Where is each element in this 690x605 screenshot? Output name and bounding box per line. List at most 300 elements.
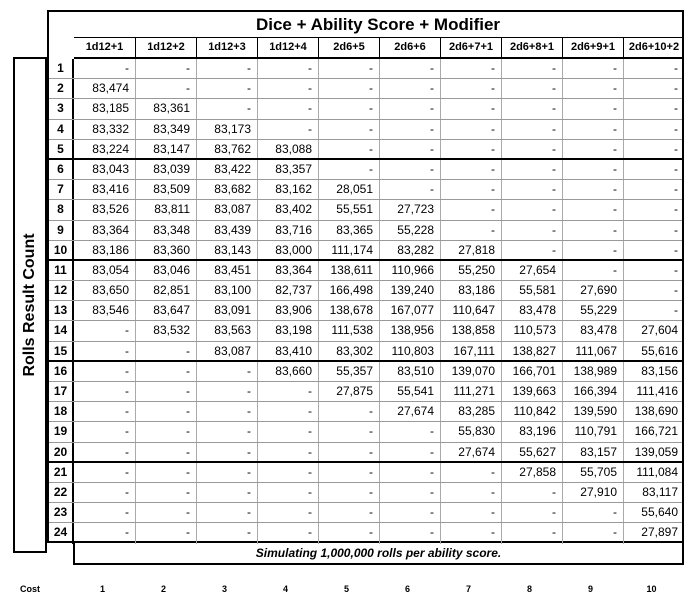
- table-cell: -: [379, 422, 440, 441]
- table-cell: 27,690: [562, 281, 623, 300]
- table-cell: 83,416: [92, 182, 129, 197]
- table-cell: -: [135, 79, 196, 98]
- table-cell: 83,422: [196, 160, 257, 179]
- table-cell: -: [318, 59, 379, 78]
- table-cell: 83,224: [92, 141, 129, 156]
- table-cell: 138,989: [562, 362, 623, 381]
- table-cell: 83,332: [92, 121, 129, 136]
- table-cell: -: [196, 523, 257, 543]
- table-row: [49, 99, 682, 119]
- table-cell: -: [135, 503, 196, 522]
- table-cell: -: [125, 384, 129, 398]
- table-row: [49, 443, 682, 463]
- row-label: 2: [49, 79, 74, 98]
- table-cell: 83,647: [135, 301, 196, 320]
- row-label: 19: [49, 422, 74, 441]
- cost-value: 7: [465, 584, 471, 594]
- table-cell: 83,000: [257, 241, 318, 259]
- row-label: 12: [49, 281, 74, 300]
- table-cell: 83,046: [135, 261, 196, 280]
- table-cell: 167,077: [379, 301, 440, 320]
- table-cell: -: [379, 483, 440, 502]
- table-row: [49, 523, 682, 543]
- table-row: [49, 422, 682, 442]
- table-cell: 139,059: [623, 443, 684, 461]
- table-cell: 83,186: [92, 242, 129, 257]
- table-cell: 111,416: [623, 382, 684, 401]
- table-cell: 27,910: [562, 483, 623, 502]
- table-row: [49, 140, 682, 160]
- table-cell: -: [562, 221, 623, 240]
- table-cell: -: [440, 503, 501, 522]
- table-cell: -: [257, 120, 318, 139]
- cost-value: 2: [160, 584, 166, 594]
- table-row: [49, 281, 682, 301]
- table-row: [49, 402, 682, 422]
- table-cell: 83,302: [318, 342, 379, 360]
- table-cell: 111,271: [440, 382, 501, 401]
- table-cell: -: [501, 120, 562, 139]
- table-cell: -: [562, 79, 623, 98]
- table-cell: -: [196, 79, 257, 98]
- table-row: [49, 382, 682, 402]
- table-cell: -: [257, 443, 318, 461]
- table-cell: 166,701: [501, 362, 562, 381]
- table-cell: 83,039: [135, 160, 196, 179]
- table-row: [49, 301, 682, 321]
- table-cell: -: [440, 79, 501, 98]
- table-cell: -: [623, 99, 684, 118]
- table-cell: 27,723: [379, 200, 440, 219]
- table-cell: -: [318, 523, 379, 543]
- table-row: [49, 120, 682, 140]
- table-cell: -: [318, 402, 379, 421]
- table-cell: 83,365: [318, 221, 379, 240]
- table-cell: 83,349: [135, 120, 196, 139]
- table-cell: -: [135, 342, 196, 360]
- table-cell: 83,054: [92, 262, 129, 277]
- table-cell: 83,361: [135, 99, 196, 118]
- row-label: 10: [49, 241, 74, 259]
- row-label: 13: [49, 301, 74, 320]
- table-cell: -: [257, 483, 318, 502]
- table-cell: 139,590: [562, 402, 623, 421]
- results-sheet: [13, 10, 684, 565]
- table-cell: -: [196, 463, 257, 482]
- table-cell: 83,451: [196, 261, 257, 280]
- table-cell: 55,250: [440, 261, 501, 280]
- table-cell: 83,100: [196, 281, 257, 300]
- table-row: [49, 160, 682, 180]
- table-cell: 83,348: [135, 221, 196, 240]
- table-cell: 83,546: [92, 303, 129, 318]
- table-cell: 138,956: [379, 321, 440, 340]
- table-cell: -: [501, 523, 562, 543]
- table-cell: 83,563: [196, 321, 257, 340]
- cost-value: 8: [526, 584, 532, 594]
- table-cell: 83,285: [440, 402, 501, 421]
- row-label: 15: [49, 342, 74, 360]
- column-header: 2d6+8+1: [501, 38, 562, 57]
- cost-value: 9: [587, 584, 593, 594]
- table-cell: 110,647: [440, 301, 501, 320]
- table-cell: -: [257, 503, 318, 522]
- table-cell: -: [562, 241, 623, 259]
- column-header: 1d12+3: [196, 38, 257, 57]
- cost-row: [0, 584, 690, 600]
- table-cell: -: [318, 483, 379, 502]
- table-cell: 110,803: [379, 342, 440, 360]
- table-cell: -: [501, 241, 562, 259]
- table-cell: -: [135, 422, 196, 441]
- cost-value: 10: [646, 584, 657, 594]
- table-cell: -: [379, 503, 440, 522]
- table-cell: 55,616: [623, 342, 684, 360]
- table-cell: -: [379, 59, 440, 78]
- table-row: [49, 59, 682, 79]
- cost-value: 6: [404, 584, 410, 594]
- table-cell: 111,084: [623, 463, 684, 482]
- table-cell: -: [257, 382, 318, 401]
- row-label: 17: [49, 382, 74, 401]
- table-cell: 55,229: [562, 301, 623, 320]
- table-cell: 82,851: [135, 281, 196, 300]
- table-cell: 83,510: [379, 362, 440, 381]
- table-cell: -: [562, 180, 623, 199]
- table-cell: -: [440, 140, 501, 158]
- table-row: [49, 241, 682, 261]
- row-label: 1: [49, 59, 74, 78]
- row-label: 9: [49, 221, 74, 240]
- table-cell: -: [318, 79, 379, 98]
- table-cell: -: [623, 200, 684, 219]
- table-cell: 83,650: [92, 283, 129, 298]
- table-cell: 83,509: [135, 180, 196, 199]
- table-cell: -: [257, 463, 318, 482]
- table-cell: 83,143: [196, 241, 257, 259]
- table-cell: 83,402: [257, 200, 318, 219]
- table-cell: -: [135, 402, 196, 421]
- table-cell: -: [623, 79, 684, 98]
- column-header: 1d12+2: [135, 38, 196, 57]
- table-cell: 83,087: [196, 342, 257, 360]
- table-cell: 83,526: [92, 202, 129, 217]
- cost-value: 5: [343, 584, 349, 594]
- table-cell: 83,716: [257, 221, 318, 240]
- table-cell: -: [623, 281, 684, 300]
- table-cell: -: [257, 59, 318, 78]
- table-cell: 83,162: [257, 180, 318, 199]
- table-cell: -: [318, 99, 379, 118]
- cost-value: 1: [99, 584, 105, 594]
- table-cell: 138,690: [623, 402, 684, 421]
- row-label: 3: [49, 99, 74, 118]
- table-cell: -: [318, 463, 379, 482]
- table-cell: 55,705: [562, 463, 623, 482]
- table-cell: -: [135, 463, 196, 482]
- table-cell: 166,721: [623, 422, 684, 441]
- table-cell: 138,611: [318, 261, 379, 280]
- table-cell: 83,196: [501, 422, 562, 441]
- table-cell: -: [125, 343, 129, 358]
- table-row: [49, 79, 682, 99]
- table-cell: 27,654: [501, 261, 562, 280]
- table-cell: -: [257, 79, 318, 98]
- table-cell: -: [125, 363, 129, 378]
- table-cell: 166,394: [562, 382, 623, 401]
- table-cell: 55,228: [379, 221, 440, 240]
- table-cell: -: [196, 443, 257, 461]
- table-cell: 83,474: [92, 81, 129, 96]
- table-cell: -: [318, 120, 379, 139]
- table-cell: -: [623, 140, 684, 158]
- table-cell: -: [125, 464, 129, 479]
- table-cell: 110,842: [501, 402, 562, 421]
- table-cell: -: [318, 422, 379, 441]
- table-cell: -: [196, 402, 257, 421]
- table-row: [49, 342, 682, 362]
- table-row: [49, 483, 682, 503]
- table-cell: 139,663: [501, 382, 562, 401]
- table-cell: -: [125, 424, 129, 439]
- table-cell: -: [501, 79, 562, 98]
- table-cell: -: [125, 484, 129, 499]
- table-cell: 55,541: [379, 382, 440, 401]
- table-cell: 111,174: [318, 241, 379, 259]
- table-cell: -: [562, 261, 623, 280]
- table-cell: -: [501, 160, 562, 179]
- table-cell: 111,538: [318, 321, 379, 340]
- table-cell: -: [125, 404, 129, 419]
- row-label: 11: [49, 261, 74, 280]
- table-cell: 110,791: [562, 422, 623, 441]
- table-cell: 27,674: [379, 402, 440, 421]
- table-cell: -: [125, 61, 129, 75]
- table-cell: 83,173: [196, 120, 257, 139]
- table-cell: 83,091: [196, 301, 257, 320]
- table-cell: -: [562, 59, 623, 78]
- table-cell: -: [318, 160, 379, 179]
- table-cell: -: [379, 120, 440, 139]
- table-cell: 83,282: [379, 241, 440, 259]
- row-label: 21: [49, 463, 74, 482]
- table-cell: 166,498: [318, 281, 379, 300]
- table-cell: -: [501, 483, 562, 502]
- table-cell: 27,674: [440, 443, 501, 461]
- table-cell: 83,439: [196, 221, 257, 240]
- cost-label: Cost: [20, 584, 40, 594]
- table-cell: -: [440, 160, 501, 179]
- table-cell: -: [318, 140, 379, 158]
- table-cell: 55,357: [318, 362, 379, 381]
- table-cell: 138,678: [318, 301, 379, 320]
- table-cell: 28,051: [318, 180, 379, 199]
- column-header: 1d12+1: [85, 41, 124, 53]
- table-cell: 111,067: [562, 342, 623, 360]
- table-cell: -: [562, 120, 623, 139]
- table-row: [49, 503, 682, 523]
- table-cell: -: [623, 180, 684, 199]
- table-row: [49, 321, 682, 341]
- table-cell: 83,088: [257, 140, 318, 158]
- table-row: [49, 221, 682, 241]
- row-label: 6: [49, 160, 74, 179]
- table-cell: -: [379, 443, 440, 461]
- table-cell: -: [562, 523, 623, 543]
- table-cell: -: [125, 444, 129, 459]
- table-row: [49, 180, 682, 200]
- table-cell: -: [440, 180, 501, 199]
- table-cell: 83,087: [196, 200, 257, 219]
- table-cell: 167,111: [440, 342, 501, 360]
- table-cell: -: [562, 140, 623, 158]
- table-cell: -: [135, 443, 196, 461]
- table-cell: 27,897: [623, 523, 684, 543]
- table-cell: 83,117: [623, 483, 684, 502]
- table-cell: -: [501, 140, 562, 158]
- table-row: [49, 362, 682, 382]
- table-cell: 27,604: [623, 321, 684, 340]
- table-cell: -: [562, 160, 623, 179]
- table-cell: 83,762: [196, 140, 257, 158]
- row-label: 16: [49, 362, 74, 381]
- table-cell: -: [135, 59, 196, 78]
- table-cell: 83,147: [135, 140, 196, 158]
- table-cell: 55,581: [501, 281, 562, 300]
- table-cell: -: [623, 59, 684, 78]
- table-cell: -: [379, 79, 440, 98]
- row-label: 5: [49, 140, 74, 158]
- table-cell: -: [196, 382, 257, 401]
- table-cell: -: [135, 523, 196, 543]
- table-cell: -: [623, 160, 684, 179]
- row-label: 24: [49, 523, 74, 543]
- side-label: Rolls Result Count: [21, 233, 38, 377]
- table-title: Dice + Ability Score + Modifier: [74, 12, 682, 38]
- table-cell: -: [125, 323, 129, 338]
- table-cell: -: [623, 241, 684, 259]
- table-cell: -: [440, 483, 501, 502]
- table-cell: 83,360: [135, 241, 196, 259]
- row-label: 20: [49, 443, 74, 461]
- table-cell: -: [562, 99, 623, 118]
- table-cell: -: [196, 362, 257, 381]
- table-cell: 83,532: [135, 321, 196, 340]
- row-label: 4: [49, 120, 74, 139]
- column-header: 2d6+6: [379, 38, 440, 57]
- column-header-row: [74, 38, 682, 59]
- table-cell: -: [257, 422, 318, 441]
- table-cell: -: [196, 59, 257, 78]
- table-cell: 83,156: [623, 362, 684, 381]
- results-table: [47, 10, 684, 543]
- table-cell: 83,364: [257, 261, 318, 280]
- table-cell: -: [623, 261, 684, 280]
- table-cell: 83,357: [257, 160, 318, 179]
- table-cell: 139,240: [379, 281, 440, 300]
- row-label: 14: [49, 321, 74, 340]
- table-cell: 27,818: [440, 241, 501, 259]
- table-cell: -: [440, 59, 501, 78]
- column-header: 2d6+9+1: [562, 38, 623, 57]
- table-cell: -: [440, 99, 501, 118]
- table-cell: -: [501, 221, 562, 240]
- table-cell: -: [196, 422, 257, 441]
- table-cell: -: [501, 503, 562, 522]
- table-cell: -: [501, 200, 562, 219]
- table-cell: -: [379, 140, 440, 158]
- table-cell: -: [379, 523, 440, 543]
- table-cell: 83,043: [92, 161, 129, 176]
- table-cell: -: [501, 99, 562, 118]
- table-cell: 110,573: [501, 321, 562, 340]
- row-label: 18: [49, 402, 74, 421]
- table-cell: -: [379, 463, 440, 482]
- table-cell: 83,478: [501, 301, 562, 320]
- table-cell: -: [135, 483, 196, 502]
- table-cell: 83,186: [440, 281, 501, 300]
- table-row: [49, 261, 682, 281]
- table-cell: 55,627: [501, 443, 562, 461]
- table-cell: 27,875: [318, 382, 379, 401]
- table-cell: -: [562, 503, 623, 522]
- table-cell: 83,185: [92, 101, 129, 116]
- table-cell: -: [135, 362, 196, 381]
- row-label: 8: [49, 200, 74, 219]
- table-cell: -: [125, 525, 129, 540]
- table-cell: -: [440, 221, 501, 240]
- cost-value: 3: [221, 584, 227, 594]
- table-cell: -: [257, 99, 318, 118]
- table-cell: -: [440, 200, 501, 219]
- table-cell: 83,478: [562, 321, 623, 340]
- table-cell: -: [440, 463, 501, 482]
- table-cell: 55,551: [318, 200, 379, 219]
- table-cell: -: [318, 443, 379, 461]
- side-label-box: [13, 57, 47, 553]
- table-cell: -: [623, 301, 684, 320]
- column-header: 1d12+4: [257, 38, 318, 57]
- table-cell: -: [501, 180, 562, 199]
- table-cell: 55,830: [440, 422, 501, 441]
- table-cell: 27,858: [501, 463, 562, 482]
- table-cell: -: [379, 180, 440, 199]
- table-cell: -: [501, 59, 562, 78]
- table-cell: 138,827: [501, 342, 562, 360]
- table-cell: 83,811: [135, 200, 196, 219]
- table-cell: -: [623, 221, 684, 240]
- table-cell: 139,070: [440, 362, 501, 381]
- table-cell: 83,660: [257, 362, 318, 381]
- column-header: 2d6+10+2: [623, 38, 684, 57]
- table-cell: -: [257, 402, 318, 421]
- table-cell: -: [196, 483, 257, 502]
- table-row: [49, 200, 682, 220]
- row-label: 22: [49, 483, 74, 502]
- table-cell: 83,364: [92, 222, 129, 237]
- row-label: 23: [49, 503, 74, 522]
- table-cell: 83,682: [196, 180, 257, 199]
- table-cell: 110,966: [379, 261, 440, 280]
- table-cell: 83,157: [562, 443, 623, 461]
- table-body: [49, 59, 682, 541]
- table-cell: -: [135, 382, 196, 401]
- table-cell: -: [196, 503, 257, 522]
- simulation-note: Simulating 1,000,000 rolls per ability score.: [73, 543, 684, 565]
- table-cell: -: [379, 160, 440, 179]
- cost-value: 4: [282, 584, 288, 594]
- table-cell: 83,906: [257, 301, 318, 320]
